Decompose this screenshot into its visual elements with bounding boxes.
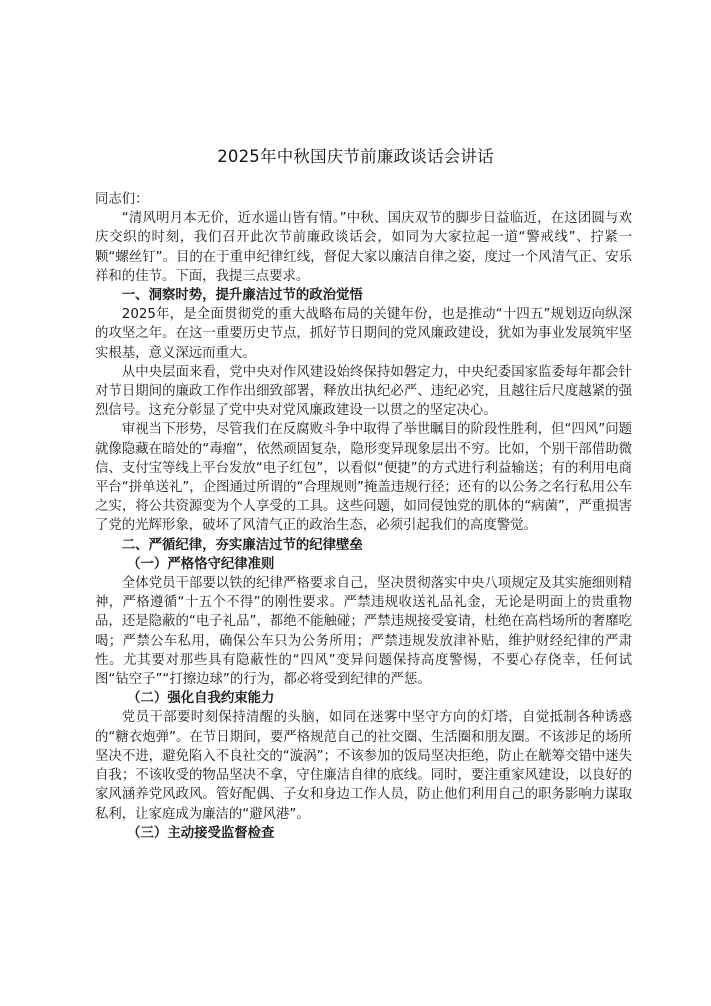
subsection-3-heading: （三）主动接受监督检查 [127,825,275,841]
greeting: 同志们： [95,192,149,207]
section-1-heading: 一、洞察时势，提升廉洁过节的政治觉悟 [121,288,363,304]
intro-paragraph: “清风明月本无价，近水遥山皆有情。”中秋、国庆双节的脚步日益临近，在这团圆与欢庆交织的时刻，我们召开此次节前廉政谈话会，如同为大家拉起一道“警戒线”、拧紧一颗“螺丝钉”。目的在于重申纪律红线，督促大家以廉洁自律之姿，度过一个风清气正、安乐祥和的佳节。下面，我提三点要求。 [95,211,632,284]
subsection-2-paragraph: 党员干部要时刻保持清醒的头脑，如同在迷雾中坚守方向的灯塔，自觉抵制各种诱惑的“糖衣炮弹”。在节日期间，要严格规范自己的社交圈、生活圈和朋友圈。不该涉足的场所坚决不进，避免陷入不良社交的“漩涡”；不该参加的饭局坚决拒绝，防止在觥筹交错中迷失自我；不该收受的物品坚决不拿，守住廉洁自律的底线。同时，要注重家风建设，以良好的家风涵养党风政风。管好配偶、子女和身边工作人员，防止他们利用自己的职务影响力谋取私利，让家庭成为廉洁的“避风港”。 [95,710,632,822]
subsection-1-paragraph: 全体党员干部要以铁的纪律严格要求自己，坚决贯彻落实中央八项规定及其实施细则精神，严格遵循“十五个不得”的刚性要求。严禁违规收送礼品礼金，无论是明面上的贵重物品，还是隐蔽的“电子礼品”，都绝不能触碰；严禁违规接受宴请，杜绝在高档场所的奢靡吃喝；严禁公车私用，确保公车只为公务所用；严禁违规发放津补贴，维护财经纪律的严肃性。尤其要对那些具有隐蔽性的“四风”变异问题保持高度警惕，不要心存侥幸，任何试图“钻空子”“打擦边球”的行为，都必将受到纪律的严惩。 [95,576,632,688]
section-1-paragraph-2: 从中央层面来看，党中央对作风建设始终保持如磐定力，中央纪委国家监委每年都会针对节日期间的廉政工作作出细致部署，释放出执纪必严、违纪必究，且越往后尺度越紧的强烈信号。这充分彰显了党中央对党风廉政建设一以贯之的坚定决心。 [95,364,632,419]
subsection-1-heading: （一）严格恪守纪律准则 [127,556,275,572]
document-body [95,190,632,843]
document-title: 2025年中秋国庆节前廉政谈话会讲话 [217,147,494,166]
section-1-paragraph-1: 2025年，是全面贯彻党的重大战略布局的关键年份，也是推动“十四五”规划迈向纵深的攻坚之年。在这一重要历史节点，抓好节日期间的党风廉政建设，犹如为事业发展筑牢坚实根基，意义深远而重大。 [95,307,632,361]
section-2-heading: 二、严循纪律，夯实廉洁过节的纪律壁垒 [121,537,363,553]
section-1-paragraph-3: 审视当下形势，尽管我们在反腐败斗争中取得了举世瞩目的阶段性胜利，但“四风”问题就像隐藏在暗处的“毒瘤”，依然顽固复杂，隐形变异现象层出不穷。比如，个别干部借助微信、支付宝等线上平台发放“电子红包”，以看似“便捷”的方式进行利益输送；有的利用电商平台“拼单送礼”，企图通过所谓的“合理规则”掩盖违规行径；还有的以公务之名行私用公车之实，将公共资源变为个人享受的工具。这些问题，如同侵蚀党的肌体的“病菌”，严重损害了党的光辉形象，破坏了风清气正的政治生态，必须引起我们的高度警觉。 [95,422,632,534]
subsection-2-heading: （二）强化自我约束能力 [127,691,275,707]
